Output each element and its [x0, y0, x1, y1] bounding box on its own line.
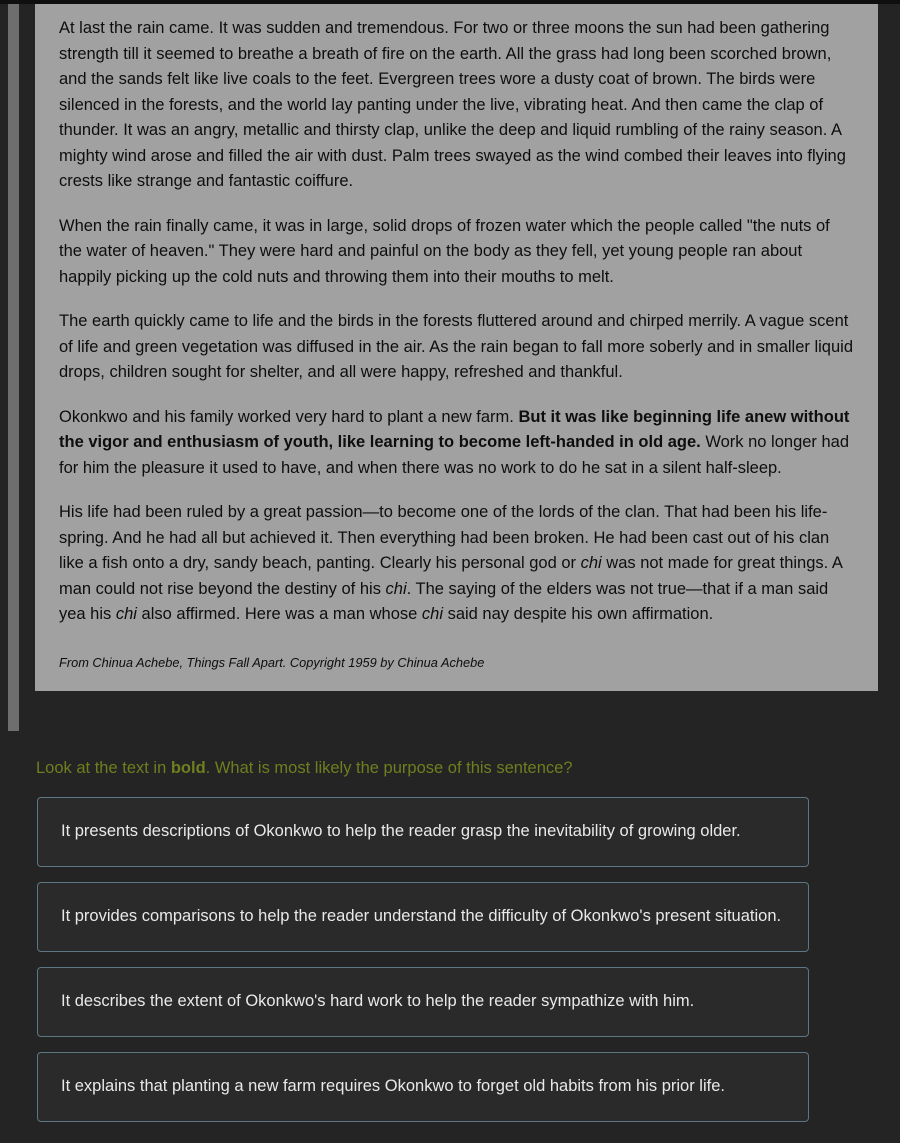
passage-text: At last the rain came. It was sudden and tremendous. For two or three moons the sun had been gathering strength till it seemed to breathe a breath of fire on the earth. All the grass had long been scorched brown, and the sands felt like live coals to the feet. Evergreen trees wore a dusty coat of brown. The birds were silenced in the forests, and the world lay panting under the live, vibrating heat. And then came the clap of thunder. It was an angry, metallic and thirsty clap, unlike the deep and liquid rumbling of the rainy season. A mighty wind arose and filled the air with dust. Palm trees swayed as the wind combed their leaves into flying crests like strange and fantastic coiffure. — [59, 19, 846, 190]
passage-paragraph-5 — [59, 500, 854, 628]
passage-text: Work no longer had for him the pleasure it used to have, and when there was no work to do he sat in a silent half-sleep. — [59, 433, 850, 477]
question-text: Look at the text in — [36, 759, 171, 777]
italic-term-chi: chi — [385, 579, 407, 598]
answer-choice-2[interactable] — [37, 882, 809, 952]
answer-choice-text: It describes the extent of Okonkwo's hard work to help the reader sympathize with him. — [61, 992, 695, 1011]
answer-choices — [37, 797, 809, 1122]
bold-sentence: But it was like beginning life anew without the vigor and enthusiasm of youth, like learning to become left-handed in old age. — [59, 407, 850, 451]
passage-text: The earth quickly came to life and the birds in the forests fluttered around and chirped merrily. A vague scent of life and green vegetation was diffused in the air. As the rain began to fall more soberly and in smaller liquid drops, children sought for shelter, and all were happy, refreshed and thankful. — [59, 312, 854, 381]
reading-passage — [35, 4, 878, 691]
passage-paragraph-4 — [59, 405, 854, 482]
passage-paragraph-2 — [59, 214, 854, 291]
passage-text: Okonkwo and his family worked very hard to plant a new farm. — [59, 407, 519, 426]
answer-choice-text: It explains that planting a new farm requires Okonkwo to forget old habits from his prior life. — [61, 1077, 725, 1096]
answer-choice-4[interactable] — [37, 1052, 809, 1122]
passage-attribution: From Chinua Achebe, Things Fall Apart. Copyright 1959 by Chinua Achebe — [59, 654, 485, 670]
question-prompt — [36, 757, 856, 779]
question-bold-word: bold — [170, 759, 206, 777]
answer-choice-3[interactable] — [37, 967, 809, 1037]
answer-choice-text: It provides comparisons to help the reader understand the difficulty of Okonkwo's present situation. — [61, 907, 782, 926]
italic-term-chi: chi — [115, 605, 137, 623]
passage-text: His life had been ruled by a great passion—to become one of the lords of the clan. That had been his life-spring. And he had all but achieved it. Then everything had been broken. He had been cast out of his clan like a fish onto a dry, sandy beach, panting. Clearly his personal god or — [59, 503, 830, 572]
passage-paragraph-1 — [59, 16, 854, 195]
question-text: . What is most likely the purpose of this sentence? — [205, 759, 573, 777]
italic-term-chi: chi — [421, 605, 443, 623]
answer-choice-text: It presents descriptions of Okonkwo to help the reader grasp the inevitability of growing older. — [61, 822, 741, 841]
passage-text: When the rain finally came, it was in large, solid drops of frozen water which the people called "the nuts of the water of heaven." They were hard and painful on the body as they fell, yet young people ran about happily picking up the cold nuts and throwing them into their mouths to melt. — [59, 216, 830, 286]
left-scrollbar[interactable] — [8, 4, 19, 731]
italic-term-chi: chi — [580, 554, 602, 572]
passage-text: said nay despite his own affirmation. — [442, 605, 714, 623]
passage-paragraph-3 — [59, 309, 854, 386]
passage-text: . The saying of the elders was not true—that if a man said yea his — [59, 579, 829, 623]
answer-choice-1[interactable] — [37, 797, 809, 867]
passage-text: was not made for great things. A man could not rise beyond the destiny of his — [59, 554, 842, 598]
passage-text: also affirmed. Here was a man whose — [136, 605, 422, 623]
